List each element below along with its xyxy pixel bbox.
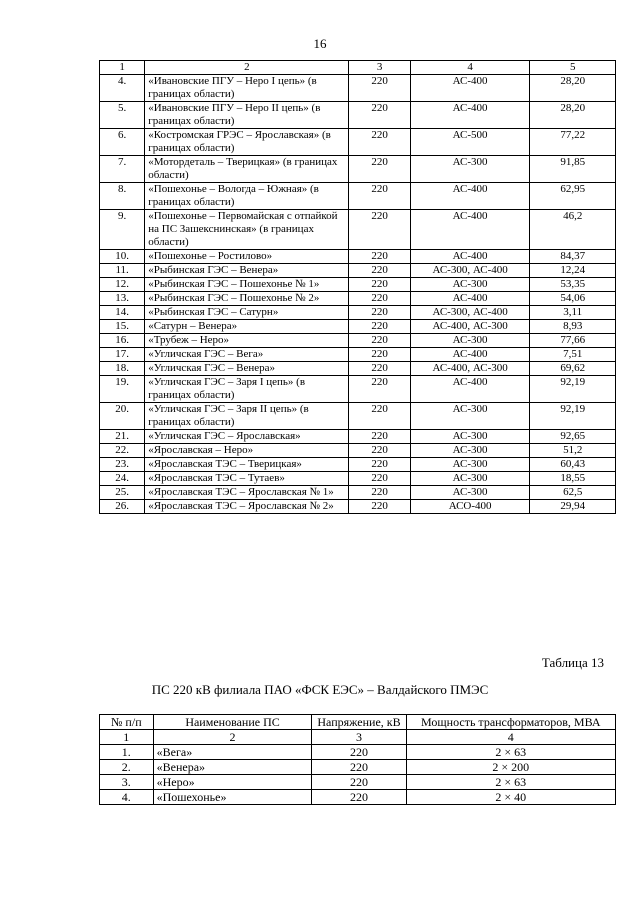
table-cell: 220 (349, 458, 410, 472)
table-row (100, 264, 616, 278)
table-cell: 220 (312, 745, 406, 760)
table-cell: АС-300 (410, 278, 530, 292)
table-cell: 9. (100, 210, 145, 250)
table-cell: 53,35 (530, 278, 616, 292)
table-cell: «Ярославская ТЭС – Тутаев» (145, 472, 349, 486)
column-number-row (100, 61, 616, 75)
header-row (100, 715, 616, 730)
table-cell: 220 (349, 210, 410, 250)
table-cell: 220 (349, 102, 410, 129)
table-cell: 220 (349, 444, 410, 458)
table-cell: 3,11 (530, 306, 616, 320)
table-cell: 7,51 (530, 348, 616, 362)
table-cell: АС-300 (410, 430, 530, 444)
table-cell: 29,94 (530, 500, 616, 514)
table-row (100, 458, 616, 472)
table-cell: 2 × 63 (406, 745, 615, 760)
table-cell: АС-400 (410, 250, 530, 264)
table-cell: «Рыбинская ГЭС – Венера» (145, 264, 349, 278)
table-row (100, 472, 616, 486)
table-cell: 18. (100, 362, 145, 376)
table-cell: «Угличская ГЭС – Ярославская» (145, 430, 349, 444)
table-row (100, 376, 616, 403)
table-cell: 220 (349, 75, 410, 102)
table-cell: 11. (100, 264, 145, 278)
column-number: 1 (100, 730, 154, 745)
table-cell: АС-300 (410, 458, 530, 472)
table-cell: 2 × 40 (406, 790, 615, 805)
column-number: 5 (530, 61, 616, 75)
table-cell: 12,24 (530, 264, 616, 278)
column-number: 1 (100, 61, 145, 75)
table-row (100, 156, 616, 183)
table-row (100, 334, 616, 348)
header-cell: Наименование ПС (153, 715, 312, 730)
table-row (100, 362, 616, 376)
header-cell: Напряжение, кВ (312, 715, 406, 730)
table-cell: 220 (349, 486, 410, 500)
table-cell: 92,19 (530, 376, 616, 403)
table-cell: 62,95 (530, 183, 616, 210)
table-row (100, 444, 616, 458)
table-cell: АС-300 (410, 334, 530, 348)
table-cell: 1. (100, 745, 154, 760)
table-cell: АС-300 (410, 403, 530, 430)
table-row (100, 430, 616, 444)
table-cell: АСО-400 (410, 500, 530, 514)
table-cell: 77,66 (530, 334, 616, 348)
table-title: ПС 220 кВ филиала ПАО «ФСК ЕЭС» – Валдайского ПМЭС (151, 682, 489, 697)
table-row (100, 790, 616, 805)
table-cell: 77,22 (530, 129, 616, 156)
table-cell: 12. (100, 278, 145, 292)
table-cell: «Пошехонье» (153, 790, 312, 805)
table-cell: «Пошехонье – Первомайская с отпайкой на ПС Зашекснинская» (в границах области) (145, 210, 349, 250)
table-row (100, 306, 616, 320)
power-lines-table (99, 60, 616, 514)
table-cell: 92,19 (530, 403, 616, 430)
table-cell: 17. (100, 348, 145, 362)
table-cell: 25. (100, 486, 145, 500)
table-cell: АС-400 (410, 210, 530, 250)
table-cell: 62,5 (530, 486, 616, 500)
table-row (100, 183, 616, 210)
table-cell: 21. (100, 430, 145, 444)
table-cell: 13. (100, 292, 145, 306)
table-cell: 220 (349, 129, 410, 156)
table-cell: 46,2 (530, 210, 616, 250)
table-cell: 23. (100, 458, 145, 472)
table-cell: АС-400 (410, 376, 530, 403)
table-cell: 5. (100, 102, 145, 129)
table-cell: АС-400 (410, 75, 530, 102)
table-cell: 28,20 (530, 102, 616, 129)
table-cell: 15. (100, 320, 145, 334)
table-cell: «Рыбинская ГЭС – Сатурн» (145, 306, 349, 320)
table-cell: 14. (100, 306, 145, 320)
table-cell: «Ярославская ТЭС – Ярославская № 2» (145, 500, 349, 514)
table-cell: «Ярославская ТЭС – Ярославская № 1» (145, 486, 349, 500)
table-cell: 220 (349, 403, 410, 430)
table-cell: 220 (312, 790, 406, 805)
table-row (100, 500, 616, 514)
table-cell: 22. (100, 444, 145, 458)
table-cell: 2 × 200 (406, 760, 615, 775)
table-cell: 92,65 (530, 430, 616, 444)
table-row (100, 760, 616, 775)
table-cell: 220 (349, 292, 410, 306)
table-cell: 220 (349, 362, 410, 376)
table-cell: 84,37 (530, 250, 616, 264)
table-cell: «Угличская ГЭС – Заря II цепь» (в границах области) (145, 403, 349, 430)
table-row (100, 745, 616, 760)
column-number-row (100, 730, 616, 745)
table-cell: 60,43 (530, 458, 616, 472)
table-cell: «Пошехонье – Вологда – Южная» (в границах области) (145, 183, 349, 210)
table-cell: АС-400 (410, 292, 530, 306)
table-row (100, 320, 616, 334)
table-cell: 7. (100, 156, 145, 183)
table-cell: АС-400 (410, 102, 530, 129)
table-cell: 220 (349, 500, 410, 514)
header-cell: Мощность трансформаторов, МВА (406, 715, 615, 730)
table-cell: АС-300 (410, 156, 530, 183)
table-cell: 18,55 (530, 472, 616, 486)
table-cell: АС-400, АС-300 (410, 320, 530, 334)
table-row (100, 348, 616, 362)
table-cell: 220 (349, 376, 410, 403)
table-cell: 220 (349, 183, 410, 210)
table-cell: «Пошехонье – Ростилово» (145, 250, 349, 264)
table-cell: 220 (349, 320, 410, 334)
table-cell: 2. (100, 760, 154, 775)
table-cell: «Вега» (153, 745, 312, 760)
table-cell: 6. (100, 129, 145, 156)
table-cell: 4. (100, 790, 154, 805)
table-cell: «Ивановские ПГУ – Неро I цепь» (в границах области) (145, 75, 349, 102)
table-cell: 220 (349, 156, 410, 183)
header-cell: № п/п (100, 715, 154, 730)
table-cell: 54,06 (530, 292, 616, 306)
column-number: 3 (312, 730, 406, 745)
table-cell: «Рыбинская ГЭС – Пошехонье № 1» (145, 278, 349, 292)
table-cell: 26. (100, 500, 145, 514)
table-cell: 91,85 (530, 156, 616, 183)
table-row (100, 210, 616, 250)
table-row (100, 292, 616, 306)
table-cell: АС-300 (410, 472, 530, 486)
table-cell: 2 × 63 (406, 775, 615, 790)
table-cell: «Мотордеталь – Тверицкая» (в границах области) (145, 156, 349, 183)
table-cell: 20. (100, 403, 145, 430)
column-number: 2 (153, 730, 312, 745)
table-cell: «Угличская ГЭС – Венера» (145, 362, 349, 376)
table-cell: «Костромская ГРЭС – Ярославская» (в границах области) (145, 129, 349, 156)
table-cell: 220 (349, 348, 410, 362)
table-row (100, 129, 616, 156)
table-cell: 3. (100, 775, 154, 790)
table-cell: 220 (349, 472, 410, 486)
table-row (100, 75, 616, 102)
table-cell: 220 (349, 306, 410, 320)
table-row (100, 102, 616, 129)
table-cell: АС-400 (410, 348, 530, 362)
substations-table (99, 714, 616, 805)
table-cell: 220 (312, 760, 406, 775)
table-row (100, 775, 616, 790)
table-cell: АС-300 (410, 444, 530, 458)
table-cell: 24. (100, 472, 145, 486)
table-row (100, 403, 616, 430)
table-cell: «Сатурн – Венера» (145, 320, 349, 334)
table-cell: «Ярославская – Неро» (145, 444, 349, 458)
table-cell: 19. (100, 376, 145, 403)
table-cell: «Угличская ГЭС – Заря I цепь» (в границах области) (145, 376, 349, 403)
table-cell: 220 (312, 775, 406, 790)
table-row (100, 278, 616, 292)
column-number: 2 (145, 61, 349, 75)
table-cell: АС-300, АС-400 (410, 264, 530, 278)
table-row (100, 486, 616, 500)
table-cell: 69,62 (530, 362, 616, 376)
table-cell: АС-500 (410, 129, 530, 156)
table-cell: «Трубеж – Неро» (145, 334, 349, 348)
table-cell: АС-300 (410, 486, 530, 500)
column-number: 3 (349, 61, 410, 75)
table-cell: «Неро» (153, 775, 312, 790)
table-cell: АС-300, АС-400 (410, 306, 530, 320)
table-cell: АС-400, АС-300 (410, 362, 530, 376)
table-cell: «Ярославская ТЭС – Тверицкая» (145, 458, 349, 472)
table-cell: 8,93 (530, 320, 616, 334)
table-cell: 220 (349, 334, 410, 348)
table-cell: 8. (100, 183, 145, 210)
table-cell: «Угличская ГЭС – Вега» (145, 348, 349, 362)
table-cell: 51,2 (530, 444, 616, 458)
table-cell: 220 (349, 278, 410, 292)
table-cell: 28,20 (530, 75, 616, 102)
column-number: 4 (406, 730, 615, 745)
table-cell: АС-400 (410, 183, 530, 210)
table-cell: 10. (100, 250, 145, 264)
table-row (100, 250, 616, 264)
table-cell: 220 (349, 250, 410, 264)
table-cell: 220 (349, 264, 410, 278)
table-cell: «Рыбинская ГЭС – Пошехонье № 2» (145, 292, 349, 306)
table-caption: Таблица 13 (541, 655, 604, 670)
table-cell: 16. (100, 334, 145, 348)
table-cell: 4. (100, 75, 145, 102)
table-cell: 220 (349, 430, 410, 444)
table-cell: «Венера» (153, 760, 312, 775)
table-cell: «Ивановские ПГУ – Неро II цепь» (в границах области) (145, 102, 349, 129)
page-number: 16 (313, 36, 327, 51)
column-number: 4 (410, 61, 530, 75)
